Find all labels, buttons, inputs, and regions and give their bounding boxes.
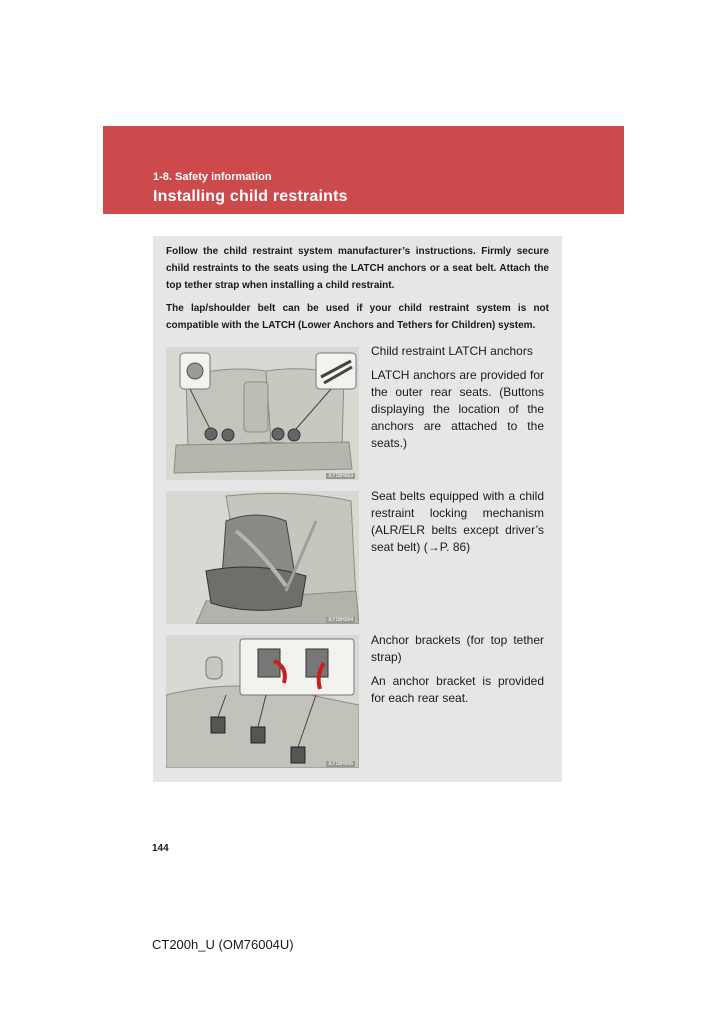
latch-anchors-description [371, 343, 544, 459]
document-code: CT200h_U (OM76004U) [152, 937, 294, 952]
page-number: 144 [152, 843, 169, 854]
intro-paragraph-1: Follow the child restraint system manufacturer’s instructions. Firmly secure child restraints to the seats using the LATCH anchors or a seat belt. Attach the top tether strap when installing a child restraint. [166, 246, 549, 291]
image-code: ILY18H095 [328, 761, 353, 767]
image-code: ILY18H094 [328, 617, 353, 623]
section-header [103, 126, 624, 214]
intro-text [166, 243, 549, 340]
page-title: Installing child restraints [153, 188, 348, 205]
intro-paragraph-2: The lap/shoulder belt can be used if your child restraint system is not compatible with the LATCH (Lower Anchors and Tethers for Children) system. [166, 303, 549, 331]
item-heading: Anchor brackets (for top tether strap) [371, 633, 544, 664]
anchor-brackets-description [371, 632, 544, 714]
item-body: LATCH anchors are provided for the outer rear seats. (Buttons displaying the location of the anchors are attached to the seats.) [371, 368, 544, 450]
item-heading: Child restraint LATCH anchors [371, 344, 533, 358]
content-box [153, 236, 562, 782]
seat-belt-description [371, 488, 544, 563]
seat-belt-illustration [166, 491, 359, 624]
item-body: An anchor bracket is provided for each rear seat. [371, 674, 544, 705]
section-label: 1-8. Safety information [153, 171, 272, 183]
latch-anchors-illustration [166, 347, 359, 480]
image-code: ILY18H093 [328, 473, 353, 479]
item-heading: Seat belts equipped with a child restraint locking mechanism (ALR/ELR belts except driver’s seat belt) (→P. 86) [371, 489, 544, 554]
anchor-brackets-illustration [166, 635, 359, 768]
